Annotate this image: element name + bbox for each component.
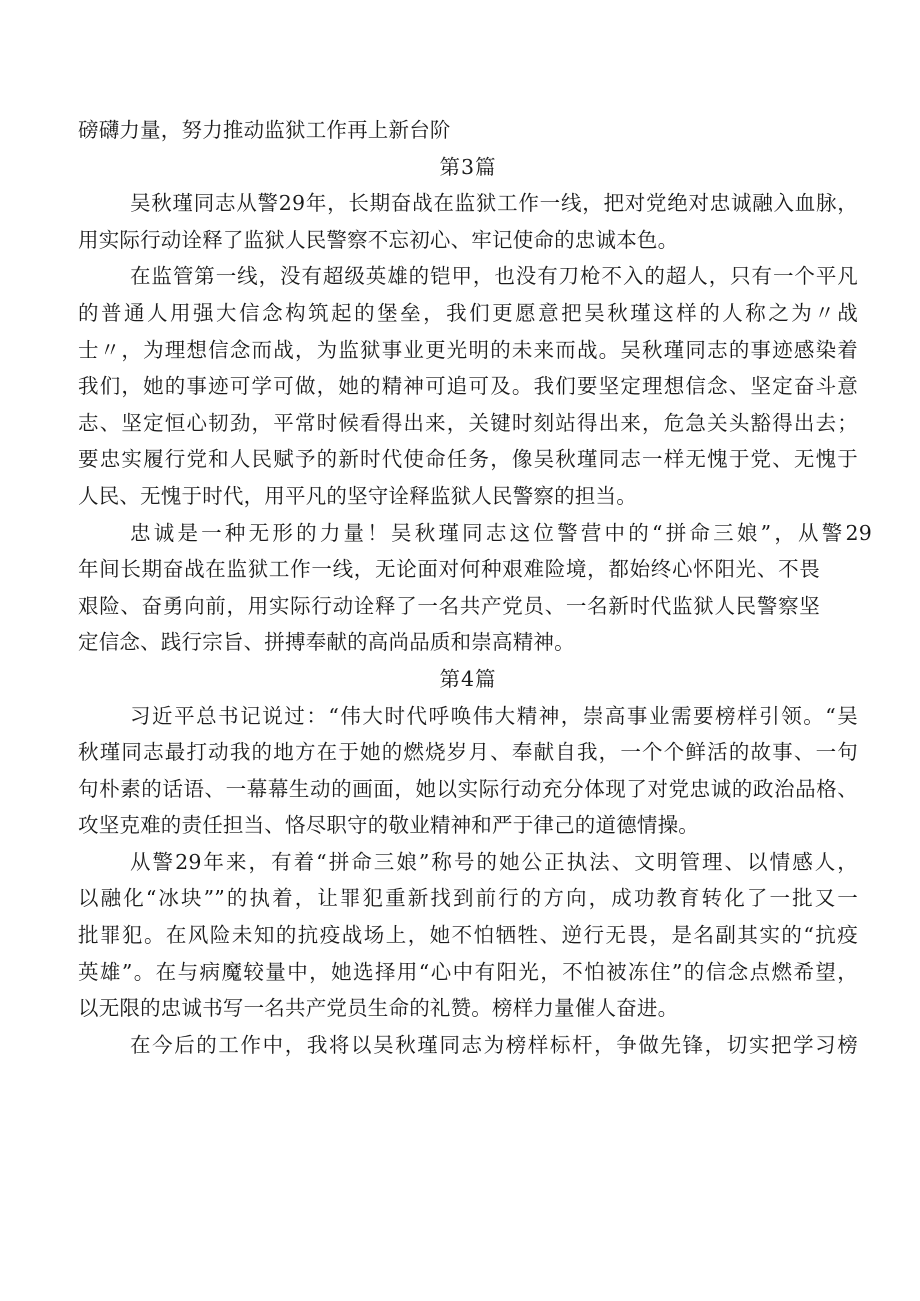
section-3-paragraph-2 bbox=[78, 258, 858, 514]
text-line: 用实际行动诠释了监狱人民警察不忘初心、牢记使命的忠诚本色。 bbox=[78, 227, 679, 252]
text-line: 忠诚是一种无形的力量！吴秋瑾同志这位警营中的“拼命三娘”，从警29 bbox=[130, 520, 872, 545]
document-page bbox=[78, 112, 872, 1063]
text-line: 年间长期奋战在监狱工作一线，无论面对何种艰难险境，都始终心怀阳光、不畏 bbox=[78, 557, 820, 582]
text-line: 的普通人用强大信念构筑起的堡垒，我们更愿意把吴秋瑾这样的人称之为〃战 bbox=[78, 300, 858, 325]
text-line: 艰险、奋勇向前，用实际行动诠释了一名共产党员、一名新时代监狱人民警察坚 bbox=[78, 593, 820, 618]
text-line: 人民、无愧于时代，用平凡的坚守诠释监狱人民警察的担当。 bbox=[78, 483, 637, 508]
text-line: 我们，她的事迹可学可做，她的精神可追可及。我们要坚定理想信念、坚定奋斗意 bbox=[78, 374, 858, 399]
section-3-heading: 第3篇 bbox=[439, 154, 497, 179]
text-line: 以融化“冰块””的执着，让罪犯重新找到前行的方向，成功教育转化了一批又一 bbox=[78, 886, 858, 911]
section-3-paragraph-1 bbox=[78, 185, 858, 258]
text-line: 士〃，为理想信念而战，为监狱事业更光明的未来而战。吴秋瑾同志的事迹感染着 bbox=[78, 337, 858, 362]
text-line: 志、坚定恒心韧劲，平常时候看得出来，关键时刻站得出来，危急关头豁得出去； bbox=[78, 410, 858, 435]
text-line: 在今后的工作中，我将以吴秋瑾同志为榜样标杆，争做先锋，切实把学习榜 bbox=[130, 1032, 858, 1057]
text-line: 句朴素的话语、一幕幕生动的画面，她以实际行动充分体现了对党忠诚的政治品格、 bbox=[78, 776, 858, 801]
section-4-heading: 第4篇 bbox=[439, 666, 497, 691]
section-4-paragraph-2 bbox=[78, 844, 858, 1027]
section-4-paragraph-3 bbox=[78, 1027, 858, 1064]
section-3-paragraph-3 bbox=[78, 515, 872, 661]
continuation-line: 磅礴力量，努力推动监狱工作再上新台阶 bbox=[78, 118, 451, 142]
text-line: 批罪犯。在风险未知的抗疫战场上，她不怕牺牲、逆行无畏，是名副其实的“抗疫 bbox=[78, 923, 858, 948]
text-line: 以无限的忠诚书写一名共产党员生命的礼赞。榜样力量催人奋进。 bbox=[78, 996, 679, 1021]
text-line: 在监管第一线，没有超级英雄的铠甲，也没有刀枪不入的超人，只有一个平凡 bbox=[130, 264, 858, 289]
section-4-paragraph-1 bbox=[78, 698, 858, 844]
text-line: 定信念、践行宗旨、拼搏奉献的高尚品质和崇高精神。 bbox=[78, 630, 575, 655]
text-line: 要忠实履行党和人民赋予的新时代使命任务，像吴秋瑾同志一样无愧于党、无愧于 bbox=[78, 447, 858, 472]
text-line: 吴秋瑾同志从警29年，长期奋战在监狱工作一线，把对党绝对忠诚融入血脉， bbox=[130, 191, 858, 216]
text-line: 习近平总书记说过：“伟大时代呼唤伟大精神，崇高事业需要榜样引领。“吴 bbox=[130, 703, 858, 728]
text-line: 秋瑾同志最打动我的地方在于她的燃烧岁月、奉献自我，一个个鲜活的故事、一句 bbox=[78, 740, 858, 765]
text-line: 攻坚克难的责任担当、恪尽职守的敬业精神和严于律己的道德情操。 bbox=[78, 813, 699, 838]
text-line: 英雄”。在与病魔较量中，她选择用“心中有阳光，不怕被冻住”的信念点燃希望， bbox=[78, 959, 858, 984]
text-line: 从警29年来，有着“拼命三娘”称号的她公正执法、文明管理、以情感人， bbox=[130, 849, 858, 874]
